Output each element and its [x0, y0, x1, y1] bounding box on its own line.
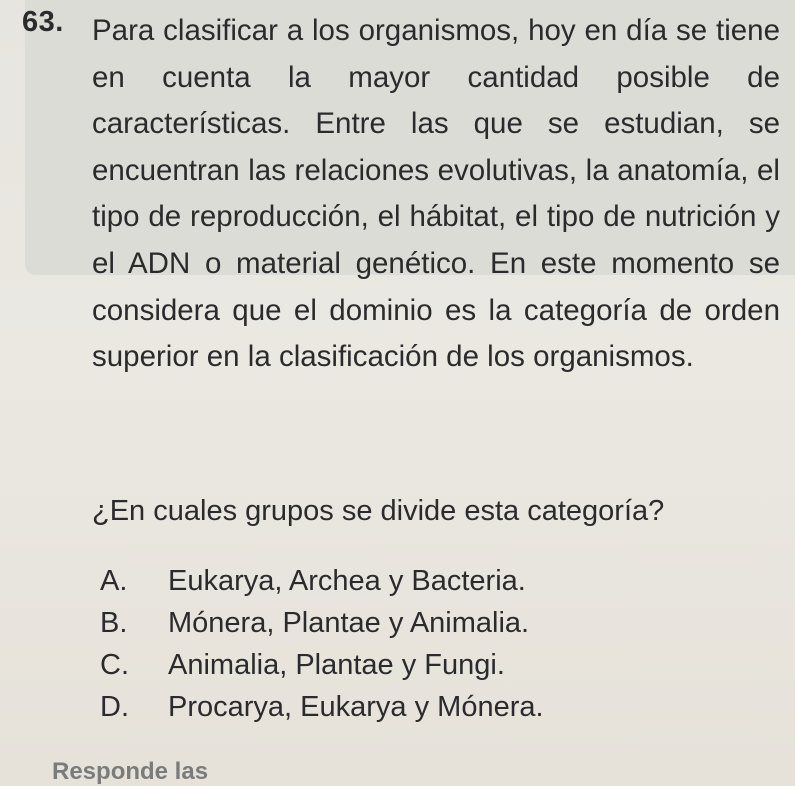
option-letter: C.	[100, 649, 129, 681]
option-letter: B.	[100, 607, 128, 639]
option-a[interactable]	[100, 560, 740, 602]
option-d[interactable]	[100, 686, 740, 728]
option-b[interactable]	[100, 602, 740, 644]
option-c[interactable]	[100, 644, 740, 686]
option-text: Mónera, Plantae y Animalia.	[168, 607, 530, 639]
section-heading-cutoff: Responde las	[52, 758, 209, 785]
option-letter: D.	[100, 691, 129, 723]
option-text: Eukarya, Archea y Bacteria.	[168, 565, 526, 597]
question-prompt: ¿En cuales grupos se divide esta categoría?	[92, 495, 665, 527]
option-text: Procarya, Eukarya y Mónera.	[168, 691, 544, 723]
answer-options	[100, 560, 740, 728]
question-stem: Para clasificar a los organismos, hoy en día se tiene en cuenta la mayor cantidad posible de características. Entre las que se estudian, se encuentran las relaciones evolutivas, la anatomía, el tipo de reproducción, el hábitat, el tipo de nutrición y el ADN o material genético. En este momento se considera que el dominio es la categoría de orden superior en la clasificación de los organismos.	[92, 14, 780, 374]
question-number: 63.	[22, 6, 64, 38]
option-text: Animalia, Plantae y Fungi.	[168, 649, 505, 681]
option-letter: A.	[100, 565, 128, 597]
